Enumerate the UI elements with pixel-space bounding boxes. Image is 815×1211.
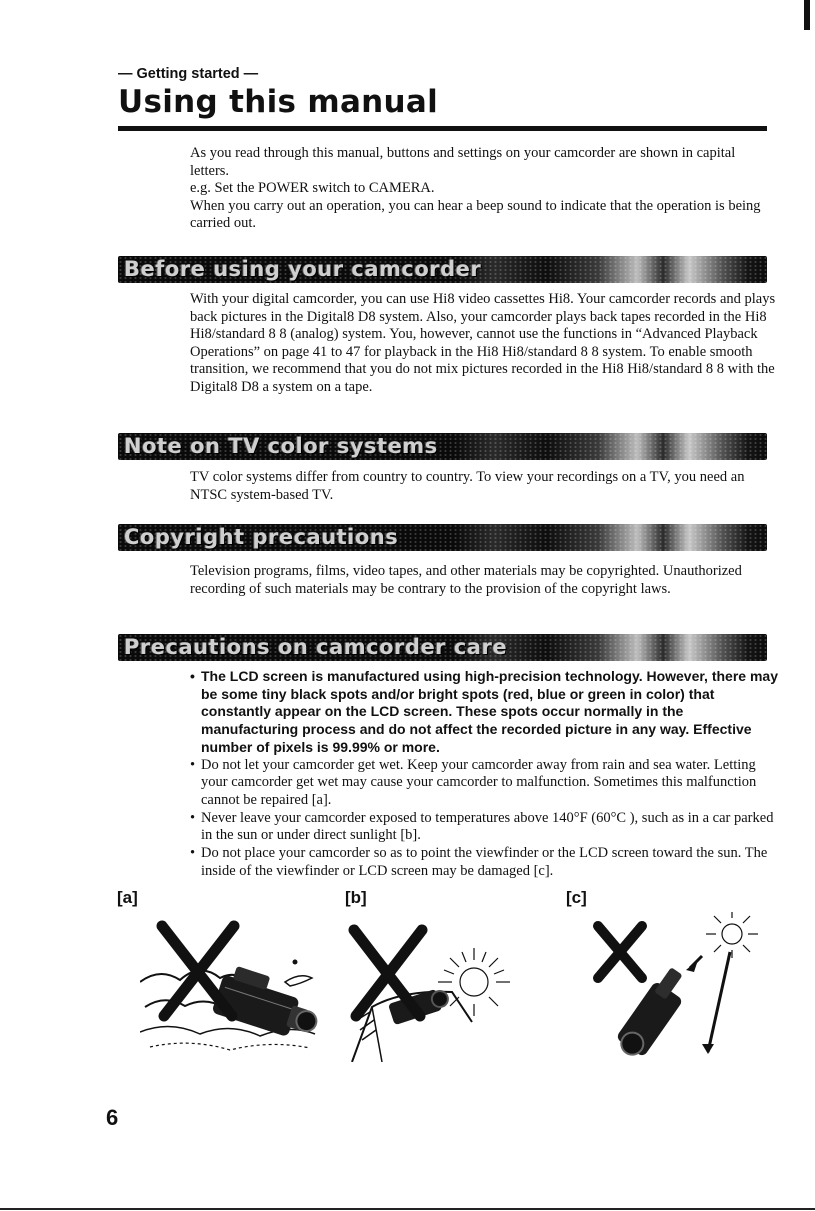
section-heading-tv-color bbox=[118, 433, 767, 460]
section-heading-text: Note on TV color systems bbox=[124, 434, 438, 458]
care-bullet-lcd: • The LCD screen is manufactured using high-precision technology. However, there may be some tiny black spots and/or bright spots (red, blue or green in color) that constantly appear on the LCD screen. These spots occur normally in the manufacturing process and do not affect the recorded picture in any way. Effective number of pixels is 99.99% or more. bbox=[190, 668, 780, 757]
page-title: Using this manual bbox=[118, 84, 439, 120]
viewfinder-toward-sun-prohibited-icon bbox=[590, 912, 790, 1062]
figure-label-b: [b] bbox=[345, 888, 367, 907]
tv-color-paragraph bbox=[190, 469, 776, 504]
section-heading-care bbox=[118, 634, 767, 661]
scan-edge-mark bbox=[804, 0, 810, 30]
intro-line: When you carry out an operation, you can hear a beep sound to indicate that the operation is being carried out. bbox=[190, 197, 761, 232]
section-heading-before-using bbox=[118, 256, 767, 283]
section-body: TV color systems differ from country to country. To view your recordings on a TV, you need an NTSC system-based TV. bbox=[190, 469, 745, 503]
section-heading-text: Before using your camcorder bbox=[124, 257, 482, 281]
section-heading-copyright bbox=[118, 524, 767, 551]
bottom-rule bbox=[0, 1208, 815, 1210]
title-rule bbox=[118, 126, 767, 131]
page-number: 6 bbox=[106, 1105, 119, 1130]
care-bullet-water: • Do not let your camcorder get wet. Keep your camcorder away from rain and sea water. Letting your camcorder get wet may cause your camcorder to malfunction. Sometimes this malfunction cannot be repaired [a]. bbox=[190, 757, 780, 810]
camcorder-in-water-prohibited-icon bbox=[140, 912, 340, 1062]
camcorder-in-hot-car-prohibited-icon bbox=[342, 912, 542, 1062]
section-body: Television programs, films, video tapes, and other materials may be copyrighted. Unauthorized recording of such materials may be contrary to the provision of the copyright laws. bbox=[190, 563, 742, 597]
care-bullet-sun: • Do not place your camcorder so as to point the viewfinder or the LCD screen toward the sun. The inside of the viewfinder or LCD screen may be damaged [c]. bbox=[190, 845, 780, 880]
care-bullet-heat: • Never leave your camcorder exposed to temperatures above 140°F (60°C ), such as in a car parked in the sun or under direct sunlight [b]. bbox=[190, 810, 780, 845]
section-label: — Getting started — bbox=[118, 66, 259, 82]
care-bullet-list bbox=[190, 668, 780, 880]
section-heading-text: Precautions on camcorder care bbox=[124, 635, 508, 659]
before-using-paragraph bbox=[190, 291, 780, 397]
copyright-paragraph bbox=[190, 563, 776, 598]
intro-paragraph bbox=[190, 145, 776, 233]
figure-label-a: [a] bbox=[117, 888, 138, 907]
figure-label-c: [c] bbox=[566, 888, 587, 907]
intro-line: e.g. Set the POWER switch to CAMERA. bbox=[190, 180, 435, 197]
section-body: With your digital camcorder, you can use Hi8 video cassettes Hi8. Your camcorder records and plays back pictures in the Digital8 D8 system. Also, your camcorder plays back tapes recorded in the Hi8 Hi8/standard 8 8 (analog) system. You, however, cannot use the functions in “Advanced Playback Operations” on page 41 to 47 for playback in the Hi8 Hi8/standard 8 8 system. To enable smooth transition, we recommend that you do not mix pictures recorded in the Hi8 Hi8/standard 8 8 with the Digital8 D8 a system on a tape. bbox=[190, 291, 776, 395]
intro-line: As you read through this manual, buttons and settings on your camcorder are shown in capital letters. bbox=[190, 145, 736, 179]
section-heading-text: Copyright precautions bbox=[124, 525, 399, 549]
